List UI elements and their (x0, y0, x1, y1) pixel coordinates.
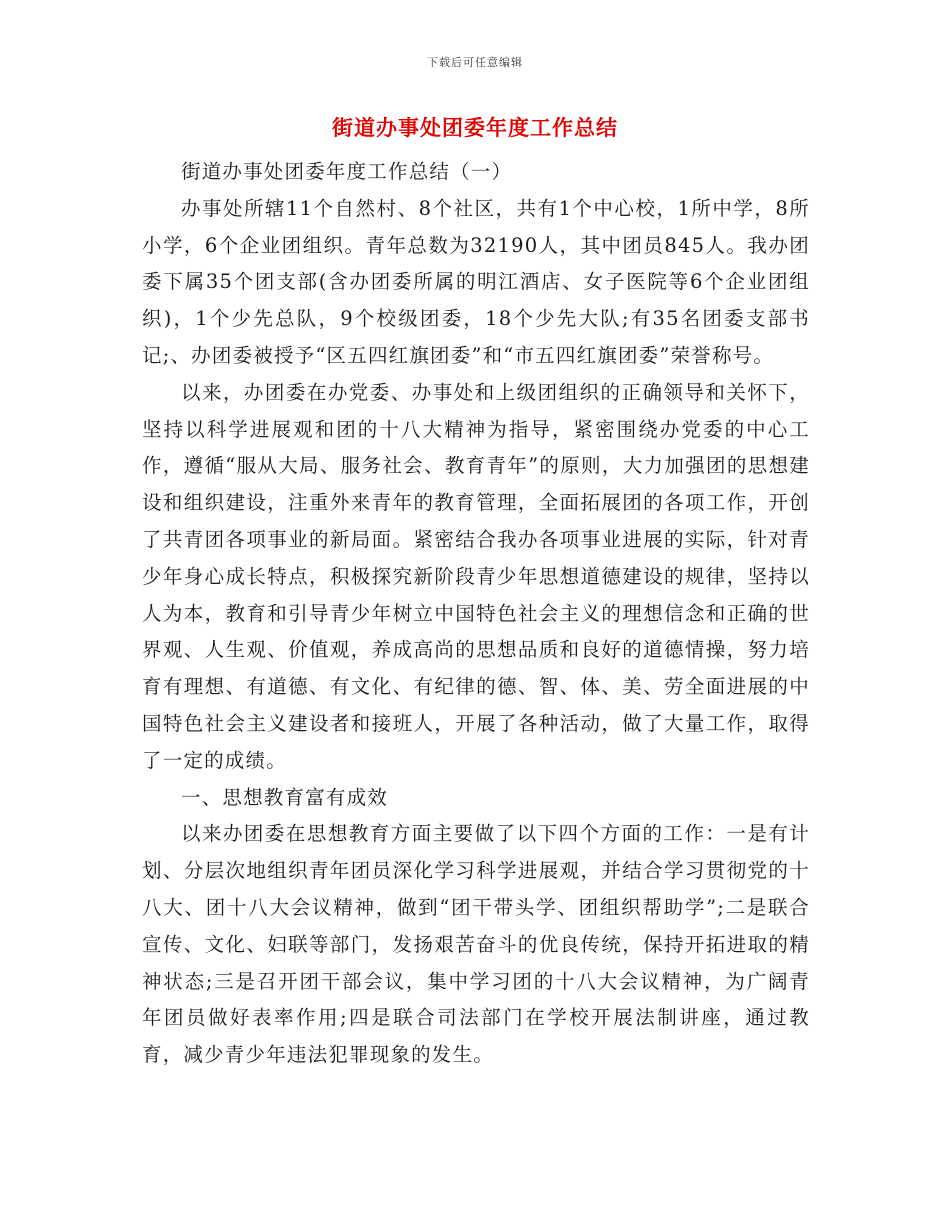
page-header-note: 下载后可任意编辑 (427, 56, 523, 69)
section-paragraph: 以来办团委在思想教育方面主要做了以下四个方面的工作：一是有计划、分层次地组织青年团员深化学习科学进展观，并结合学习贯彻党的十八大、团十八大会议精神，做到“团干带头学、团组织帮助学”;二是联合宣传、文化、妇联等部门，发扬艰苦奋斗的优良传统，保持开拓进取的精神状态;三是召开团干部会议，集中学习团的十八大会议精神，为广阔青年团员做好表率作用;四是联合司法部门在学校开展法制讲座，通过教育，减少青少年违法犯罪现象的发生。 (142, 822, 810, 1067)
section-heading: 一、思想教育富有成效 (181, 785, 389, 809)
summary-paragraph: 以来，办团委在办党委、办事处和上级团组织的正确领导和关怀下，坚持以科学进展观和团的十八大精神为指导，紧密围绕办党委的中心工作，遵循“服从大局、服务社会、教育青年”的原则，大力加强团的思想建设和组织建设，注重外来青年的教育管理，全面拓展团的各项工作，开创了共青团各项事业的新局面。紧密结合我办各项事业进展的实际，针对青少年身心成长特点，积极探究新阶段青少年思想道德建设的规律，坚持以人为本，教育和引导青少年树立中国特色社会主义的理想信念和正确的世界观、人生观、价值观，养成高尚的思想品质和良好的道德情操，努力培育有理想、有道德、有文化、有纪律的德、智、体、美、劳全面进展的中国特色社会主义建设者和接班人，开展了各种活动，做了大量工作，取得了一定的成绩。 (142, 380, 810, 772)
document-title: 街道办事处团委年度工作总结 (332, 115, 618, 140)
document-body (142, 154, 810, 1074)
subtitle-paragraph: 街道办事处团委年度工作总结（一） (181, 160, 513, 183)
overview-paragraph: 办事处所辖11个自然村、8个社区，共有1个中心校，1所中学，8所小学，6个企业团组织。青年总数为32190人，其中团员845人。我办团委下属35个团支部(含办团委所属的明江酒店、女子医院等6个企业团组织)，1个少先总队，9个校级团委，18个少先大队;有35名团委支部书记;、办团委被授予“区五四红旗团委”和“市五四红旗团委”荣誉称号。 (142, 196, 810, 367)
